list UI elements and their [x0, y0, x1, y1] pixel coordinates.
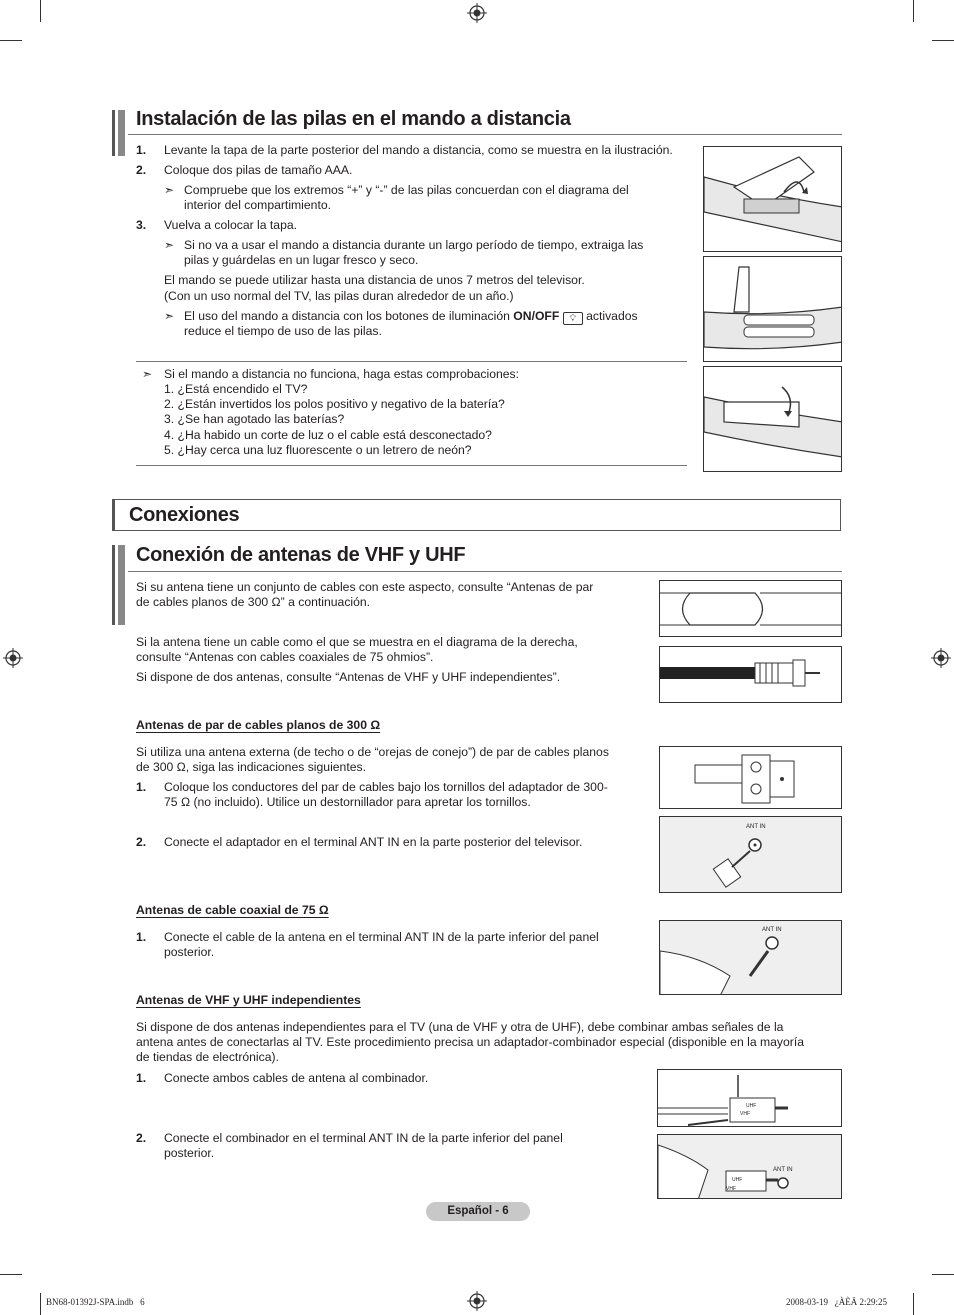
registration-mark-left — [3, 648, 23, 668]
section-title-pilas: Instalación de las pilas en el mando a distancia — [136, 108, 571, 130]
section-bar — [112, 110, 115, 156]
remote-open-cover-figure — [703, 146, 842, 252]
section-bar — [118, 110, 125, 156]
note-arrow-icon: ➣ — [142, 367, 153, 381]
subheading-75-ohm: Antenas de cable coaxial de 75 Ω — [136, 903, 329, 917]
light-bulb-icon: 💡︎ — [563, 312, 583, 325]
registration-mark-bottom — [467, 1291, 487, 1311]
ant-in-adapter-figure: ANT IN — [659, 816, 842, 893]
coaxial-cable-figure — [659, 646, 842, 703]
step-text: Levante la tapa de la parte posterior del mando a distancia, como se muestra en la ilustración. — [164, 143, 673, 157]
note-arrow-icon: ➣ — [164, 183, 175, 197]
step-text: Coloque dos pilas de tamaño AAA. — [164, 163, 353, 177]
combiner-figure: UHF VHF — [657, 1069, 842, 1127]
coaxial-ant-in-figure: ANT IN — [659, 920, 842, 995]
remote-batteries-figure — [703, 256, 842, 362]
print-date: 2008-03-19 ¿ÀÈÄ 2:29:25 — [786, 1297, 887, 1307]
registration-mark-top — [467, 3, 487, 23]
remote-close-cover-figure — [703, 366, 842, 472]
section-title-antenas: Conexión de antenas de VHF y UHF — [136, 544, 466, 566]
combiner-ant-in-figure: UHF VHF ANT IN — [657, 1134, 842, 1199]
file-name: BN68-01392J-SPA.indb 6 — [46, 1297, 145, 1307]
note-arrow-icon: ➣ — [164, 309, 175, 323]
flat-twin-lead-figure — [659, 580, 842, 637]
registration-mark-right — [931, 648, 951, 668]
subheading-vhf-uhf: Antenas de VHF y UHF independientes — [136, 993, 361, 1007]
note-arrow-icon: ➣ — [164, 238, 175, 252]
adapter-screws-figure — [659, 746, 842, 809]
subheading-300-ohm: Antenas de par de cables planos de 300 Ω — [136, 718, 381, 732]
page-number: Español - 6 — [447, 1205, 509, 1217]
section-title-conexiones: Conexiones — [129, 504, 240, 526]
